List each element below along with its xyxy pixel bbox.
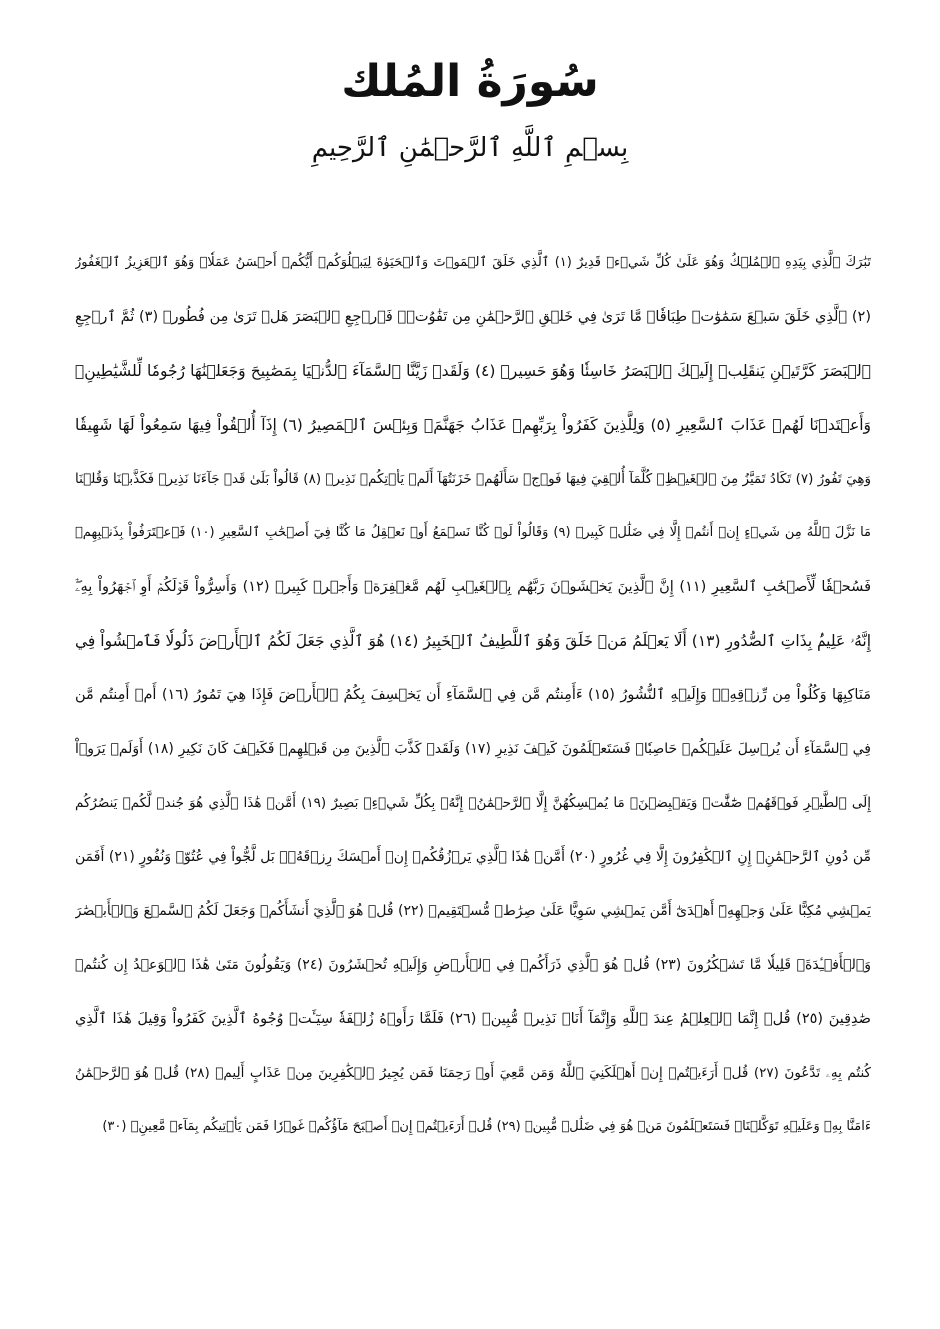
verse-line: ٱلۡبَصَرَ كَرَّتَيۡنِ يَنقَلِبۡ إِلَيۡكَ ٱلۡبَصَرُ خَاسِئٗا وَهُوَ حَسِيرٞ (٤) وَلَقَدۡ زَيَّنَّا ٱلسَّمَآءَ ٱلدُّنۡيَا بِمَصَٰبِيحَ وَجَعَلۡنَٰهَا رُجُومٗا لِّلشَّيَٰطِينِۖ [75, 362, 871, 380]
verse-line: وَأَعۡتَدۡنَا لَهُمۡ عَذَابَ ٱلسَّعِيرِ (٥) وَلِلَّذِينَ كَفَرُواْ بِرَبِّهِمۡ عَذَابُ جَهَنَّمَۖ وَبِئۡسَ ٱلۡمَصِيرُ (٦) إِذَآ أُلۡقُواْ فِيهَا سَمِعُواْ لَهَا شَهِيقٗا [75, 416, 871, 434]
verse-line: تَبَٰرَكَ ٱلَّذِي بِيَدِهِ ٱلۡمُلۡكُ وَهُوَ عَلَىٰ كُلِّ شَيۡءٖ قَدِيرٌ (١) ٱلَّذِي خَلَقَ ٱلۡمَوۡتَ وَٱلۡحَيَوٰةَ لِيَبۡلُوَكُمۡ أَيُّكُمۡ أَحۡسَنُ عَمَلٗاۚ وَهُوَ ٱلۡعَزِيزُ ٱلۡغَفُورُ [75, 255, 871, 270]
verse-line: مَا نَزَّلَ ٱللَّهُ مِن شَيۡءٍ إِنۡ أَنتُمۡ إِلَّا فِي ضَلَٰلٖ كَبِيرٖ (٩) وَقَالُواْ لَوۡ كُنَّا نَسۡمَعُ أَوۡ نَعۡقِلُ مَا كُنَّا فِيٓ أَصۡحَٰبِ ٱلسَّعِيرِ (١٠) فَٱعۡتَرَفُواْ بِذَنۢبِهِمۡ [75, 525, 871, 540]
verse-line: إِلَى ٱلطَّيۡرِ فَوۡقَهُمۡ صَٰٓفَّٰتٖ وَيَقۡبِضۡنَۚ مَا يُمۡسِكُهُنَّ إِلَّا ٱلرَّحۡمَٰنُۚ إِنَّهُۥ بِكُلِّ شَيۡءِۭ بَصِيرٌ (١٩) أَمَّنۡ هَٰذَا ٱلَّذِي هُوَ جُندٞ لَّكُمۡ يَنصُرُكُم [75, 795, 871, 811]
verse-line: صَٰدِقِينَ (٢٥) قُلۡ إِنَّمَا ٱلۡعِلۡمُ عِندَ ٱللَّهِ وَإِنَّمَآ أَنَا۠ نَذِيرٞ مُّبِينٞ (٢٦) فَلَمَّا رَأَوۡهُ زُلۡفَةٗ سِيٓـَٔتۡ وُجُوهُ ٱلَّذِينَ كَفَرُواْ وَقِيلَ هَٰذَا ٱلَّذِي [75, 1011, 871, 1027]
verse-text-block [75, 236, 871, 1154]
verse-line: إِنَّهُۥ عَلِيمُۢ بِذَاتِ ٱلصُّدُورِ (١٣) أَلَا يَعۡلَمُ مَنۡ خَلَقَ وَهُوَ ٱللَّطِيفُ ٱلۡخَبِيرُ (١٤) هُوَ ٱلَّذِي جَعَلَ لَكُمُ ٱلۡأَرۡضَ ذَلُولٗا فَٱمۡشُواْ فِي [75, 632, 871, 650]
verse-line: ءَامَنَّا بِهِۦ وَعَلَيۡهِ تَوَكَّلۡنَاۖ فَسَتَعۡلَمُونَ مَنۡ هُوَ فِي ضَلَٰلٖ مُّبِينٖ (٢٩) قُلۡ أَرَءَيۡتُمۡ إِنۡ أَصۡبَحَ مَآؤُكُمۡ غَوۡرٗا فَمَن يَأۡتِيكُم بِمَآءٖ مَّعِينِۭ (٣٠) [102, 1119, 871, 1134]
verse-line: وَهِيَ تَفُورُ (٧) تَكَادُ تَمَيَّزُ مِنَ ٱلۡغَيۡظِۖ كُلَّمَآ أُلۡقِيَ فِيهَا فَوۡجٞ سَأَلَهُمۡ خَزَنَتُهَآ أَلَمۡ يَأۡتِكُمۡ نَذِيرٞ (٨) قَالُواْ بَلَىٰ قَدۡ جَآءَنَا نَذِيرٞ فَكَذَّبۡنَا وَقُلۡنَا [75, 471, 871, 487]
verse-line: فَسُحۡقٗا لِّأَصۡحَٰبِ ٱلسَّعِيرِ (١١) إِنَّ ٱلَّذِينَ يَخۡشَوۡنَ رَبَّهُم بِٱلۡغَيۡبِ لَهُم مَّغۡفِرَةٞ وَأَجۡرٞ كَبِيرٞ (١٢) وَأَسِرُّواْ قَوۡلَكُمۡ أَوِ ٱجۡهَرُواْ بِهِۦٓۖ [75, 579, 871, 595]
verse-line: كُنتُم بِهِۦ تَدَّعُونَ (٢٧) قُلۡ أَرَءَيۡتُمۡ إِنۡ أَهۡلَكَنِيَ ٱللَّهُ وَمَن مَّعِيَ أَوۡ رَحِمَنَا فَمَن يُجِيرُ ٱلۡكَٰفِرِينَ مِنۡ عَذَابٍ أَلِيمٖ (٢٨) قُلۡ هُوَ ٱلرَّحۡمَٰنُ [75, 1065, 871, 1081]
verse-line: مَنَاكِبِهَا وَكُلُواْ مِن رِّزۡقِهِۦۖ وَإِلَيۡهِ ٱلنُّشُورُ (١٥) ءَأَمِنتُم مَّن فِي ٱلسَّمَآءِ أَن يَخۡسِفَ بِكُمُ ٱلۡأَرۡضَ فَإِذَا هِيَ تَمُورُ (١٦) أَمۡ أَمِنتُم مَّن [75, 687, 871, 703]
verse-line: فِي ٱلسَّمَآءِ أَن يُرۡسِلَ عَلَيۡكُمۡ حَاصِبٗاۖ فَسَتَعۡلَمُونَ كَيۡفَ نَذِيرِ (١٧) وَلَقَدۡ كَذَّبَ ٱلَّذِينَ مِن قَبۡلِهِمۡ فَكَيۡفَ كَانَ نَكِيرِ (١٨) أَوَلَمۡ يَرَوۡاْ [75, 741, 871, 757]
surah-title: سُورَةُ المُلك [341, 56, 599, 107]
verse-line: (٢) ٱلَّذِي خَلَقَ سَبۡعَ سَمَٰوَٰتٖ طِبَاقٗاۖ مَّا تَرَىٰ فِي خَلۡقِ ٱلرَّحۡمَٰنِ مِن تَفَٰوُتٖۖ فَٱرۡجِعِ ٱلۡبَصَرَ هَلۡ تَرَىٰ مِن فُطُورٖ (٣) ثُمَّ ٱرۡجِعِ [75, 309, 871, 325]
verse-line: مِّن دُونِ ٱلرَّحۡمَٰنِۚ إِنِ ٱلۡكَٰفِرُونَ إِلَّا فِي غُرُورٍ (٢٠) أَمَّنۡ هَٰذَا ٱلَّذِي يَرۡزُقُكُمۡ إِنۡ أَمۡسَكَ رِزۡقَهُۥۚ بَل لَّجُّواْ فِي عُتُوّٖ وَنُفُورٍ (٢١) أَفَمَن [75, 849, 871, 865]
verse-line: وَٱلۡأَفۡـِٔدَةَۚ قَلِيلٗا مَّا تَشۡكُرُونَ (٢٣) قُلۡ هُوَ ٱلَّذِي ذَرَأَكُمۡ فِي ٱلۡأَرۡضِ وَإِلَيۡهِ تُحۡشَرُونَ (٢٤) وَيَقُولُونَ مَتَىٰ هَٰذَا ٱلۡوَعۡدُ إِن كُنتُمۡ [75, 957, 871, 973]
basmala: بِسۡمِ ٱللَّهِ ٱلرَّحۡمَٰنِ ٱلرَّحِيمِ [311, 133, 629, 163]
verse-line: يَمۡشِي مُكِبًّا عَلَىٰ وَجۡهِهِۦٓ أَهۡدَىٰٓ أَمَّن يَمۡشِي سَوِيًّا عَلَىٰ صِرَٰطٖ مُّسۡتَقِيمٖ (٢٢) قُلۡ هُوَ ٱلَّذِيٓ أَنشَأَكُمۡ وَجَعَلَ لَكُمُ ٱلسَّمۡعَ وَٱلۡأَبۡصَٰرَ [75, 903, 871, 919]
